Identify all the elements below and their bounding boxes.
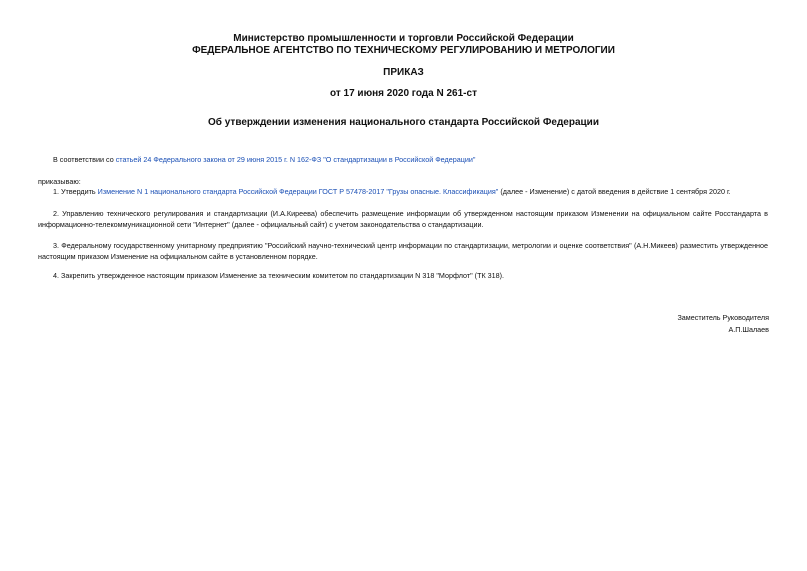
order-item-4: 4. Закрепить утвержденное настоящим приказом Изменение за техническим комитетом по стандартизации N 318 "Морфлот" (ТК 318). <box>53 271 505 280</box>
basis-paragraph <box>38 154 768 165</box>
basis-prefix: В соответствии со <box>53 155 116 164</box>
orders-word: приказываю: <box>38 177 81 186</box>
standard-change-link[interactable]: Изменение N 1 национального стандарта Российской Федерации ГОСТ Р 57478-2017 "Грузы опасные. Классификация" <box>97 187 499 196</box>
order-item-1 <box>38 186 768 197</box>
federal-law-link[interactable]: статьей 24 Федерального закона от 29 июня 2015 г. N 162-ФЗ "О стандартизации в Российской Федерации" <box>115 155 476 164</box>
order-item-2: 2. Управлению технического регулирования и стандартизации (И.А.Киреева) обеспечить размещение информации об утвержденном настоящим приказом Изменении на официальном сайте Росстандарта в информационно-телекоммуникационной сети "Интернет" (далее - официальный сайт) с учетом законодательства о стандартизации. <box>38 209 768 229</box>
order-date-number: от 17 июня 2020 года N 261-ст <box>330 88 477 99</box>
signatory-position: Заместитель Руководителя <box>677 313 769 322</box>
item1-suffix: (далее - Изменение) с датой введения в действие 1 сентября 2020 г. <box>498 187 731 196</box>
ministry-name: Министерство промышленности и торговли Российской Федерации <box>233 33 574 44</box>
document-type: ПРИКАЗ <box>383 67 424 78</box>
order-item-3: 3. Федеральному государственному унитарному предприятию "Российский научно-технический центр информации по стандартизации, метрологии и оценке соответствия" (А.Н.Микеев) разместить утвержденное настоящим приказом Изменение на официальном сайте в установленном порядке. <box>38 241 768 261</box>
signatory-name: А.П.Шалаев <box>728 325 769 334</box>
agency-name: ФЕДЕРАЛЬНОЕ АГЕНТСТВО ПО ТЕХНИЧЕСКОМУ РЕГУЛИРОВАНИЮ И МЕТРОЛОГИИ <box>192 45 615 56</box>
item1-prefix: 1. Утвердить <box>53 187 98 196</box>
document-title: Об утверждении изменения национального стандарта Российской Федерации <box>208 117 599 128</box>
